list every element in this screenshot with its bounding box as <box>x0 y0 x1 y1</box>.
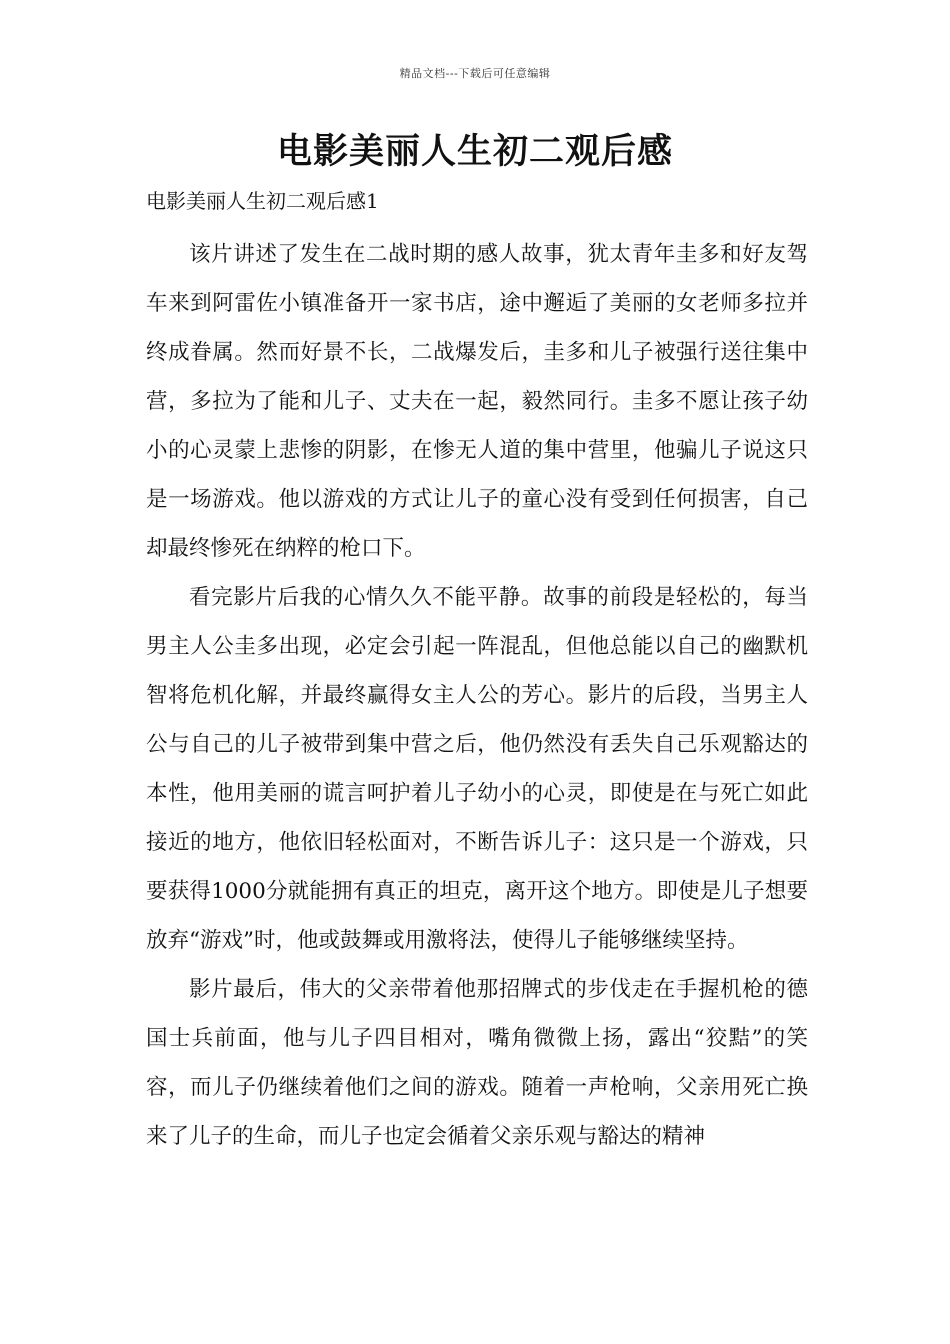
paragraph: 影片最后，伟大的父亲带着他那招牌式的步伐走在手握机枪的德国士兵前面，他与儿子四目相对，嘴角微微上扬，露出“狡黠”的笑容，而儿子仍继续着他们之间的游戏。随着一声枪响，父亲用死亡换来了儿子的生命，而儿子也定会循着父亲乐观与豁达的精神 <box>146 977 808 1149</box>
document-title: 电影美丽人生初二观后感 <box>276 132 673 172</box>
header-note: 精品文档---下载后可任意编辑 <box>399 67 551 80</box>
body-text <box>146 230 808 1161</box>
paragraph: 该片讲述了发生在二战时期的感人故事，犹太青年圭多和好友驾车来到阿雷佐小镇准备开一家书店，途中邂逅了美丽的女老师多拉并终成眷属。然而好景不长，二战爆发后，圭多和儿子被强行送往集中营，多拉为了能和儿子、丈夫在一起，毅然同行。圭多不愿让孩子幼小的心灵蒙上悲惨的阴影，在惨无人道的集中营里，他骗儿子说这只是一场游戏。他以游戏的方式让儿子的童心没有受到任何损害，自己却最终惨死在纳粹的枪口下。 <box>146 242 808 561</box>
section-subtitle: 电影美丽人生初二观后感1 <box>146 189 379 213</box>
paragraph: 看完影片后我的心情久久不能平静。故事的前段是轻松的，每当男主人公圭多出现，必定会引起一阵混乱，但他总能以自己的幽默机智将危机化解，并最终赢得女主人公的芳心。影片的后段，当男主人公与自己的儿子被带到集中营之后，他仍然没有丢失自己乐观豁达的本性，他用美丽的谎言呵护着儿子幼小的心灵，即使是在与死亡如此接近的地方，他依旧轻松面对，不断告诉儿子：这只是一个游戏，只要获得1000分就能拥有真正的坦克，离开这个地方。即使是儿子想要放弃“游戏”时，他或鼓舞或用激将法，使得儿子能够继续坚持。 <box>146 585 808 953</box>
